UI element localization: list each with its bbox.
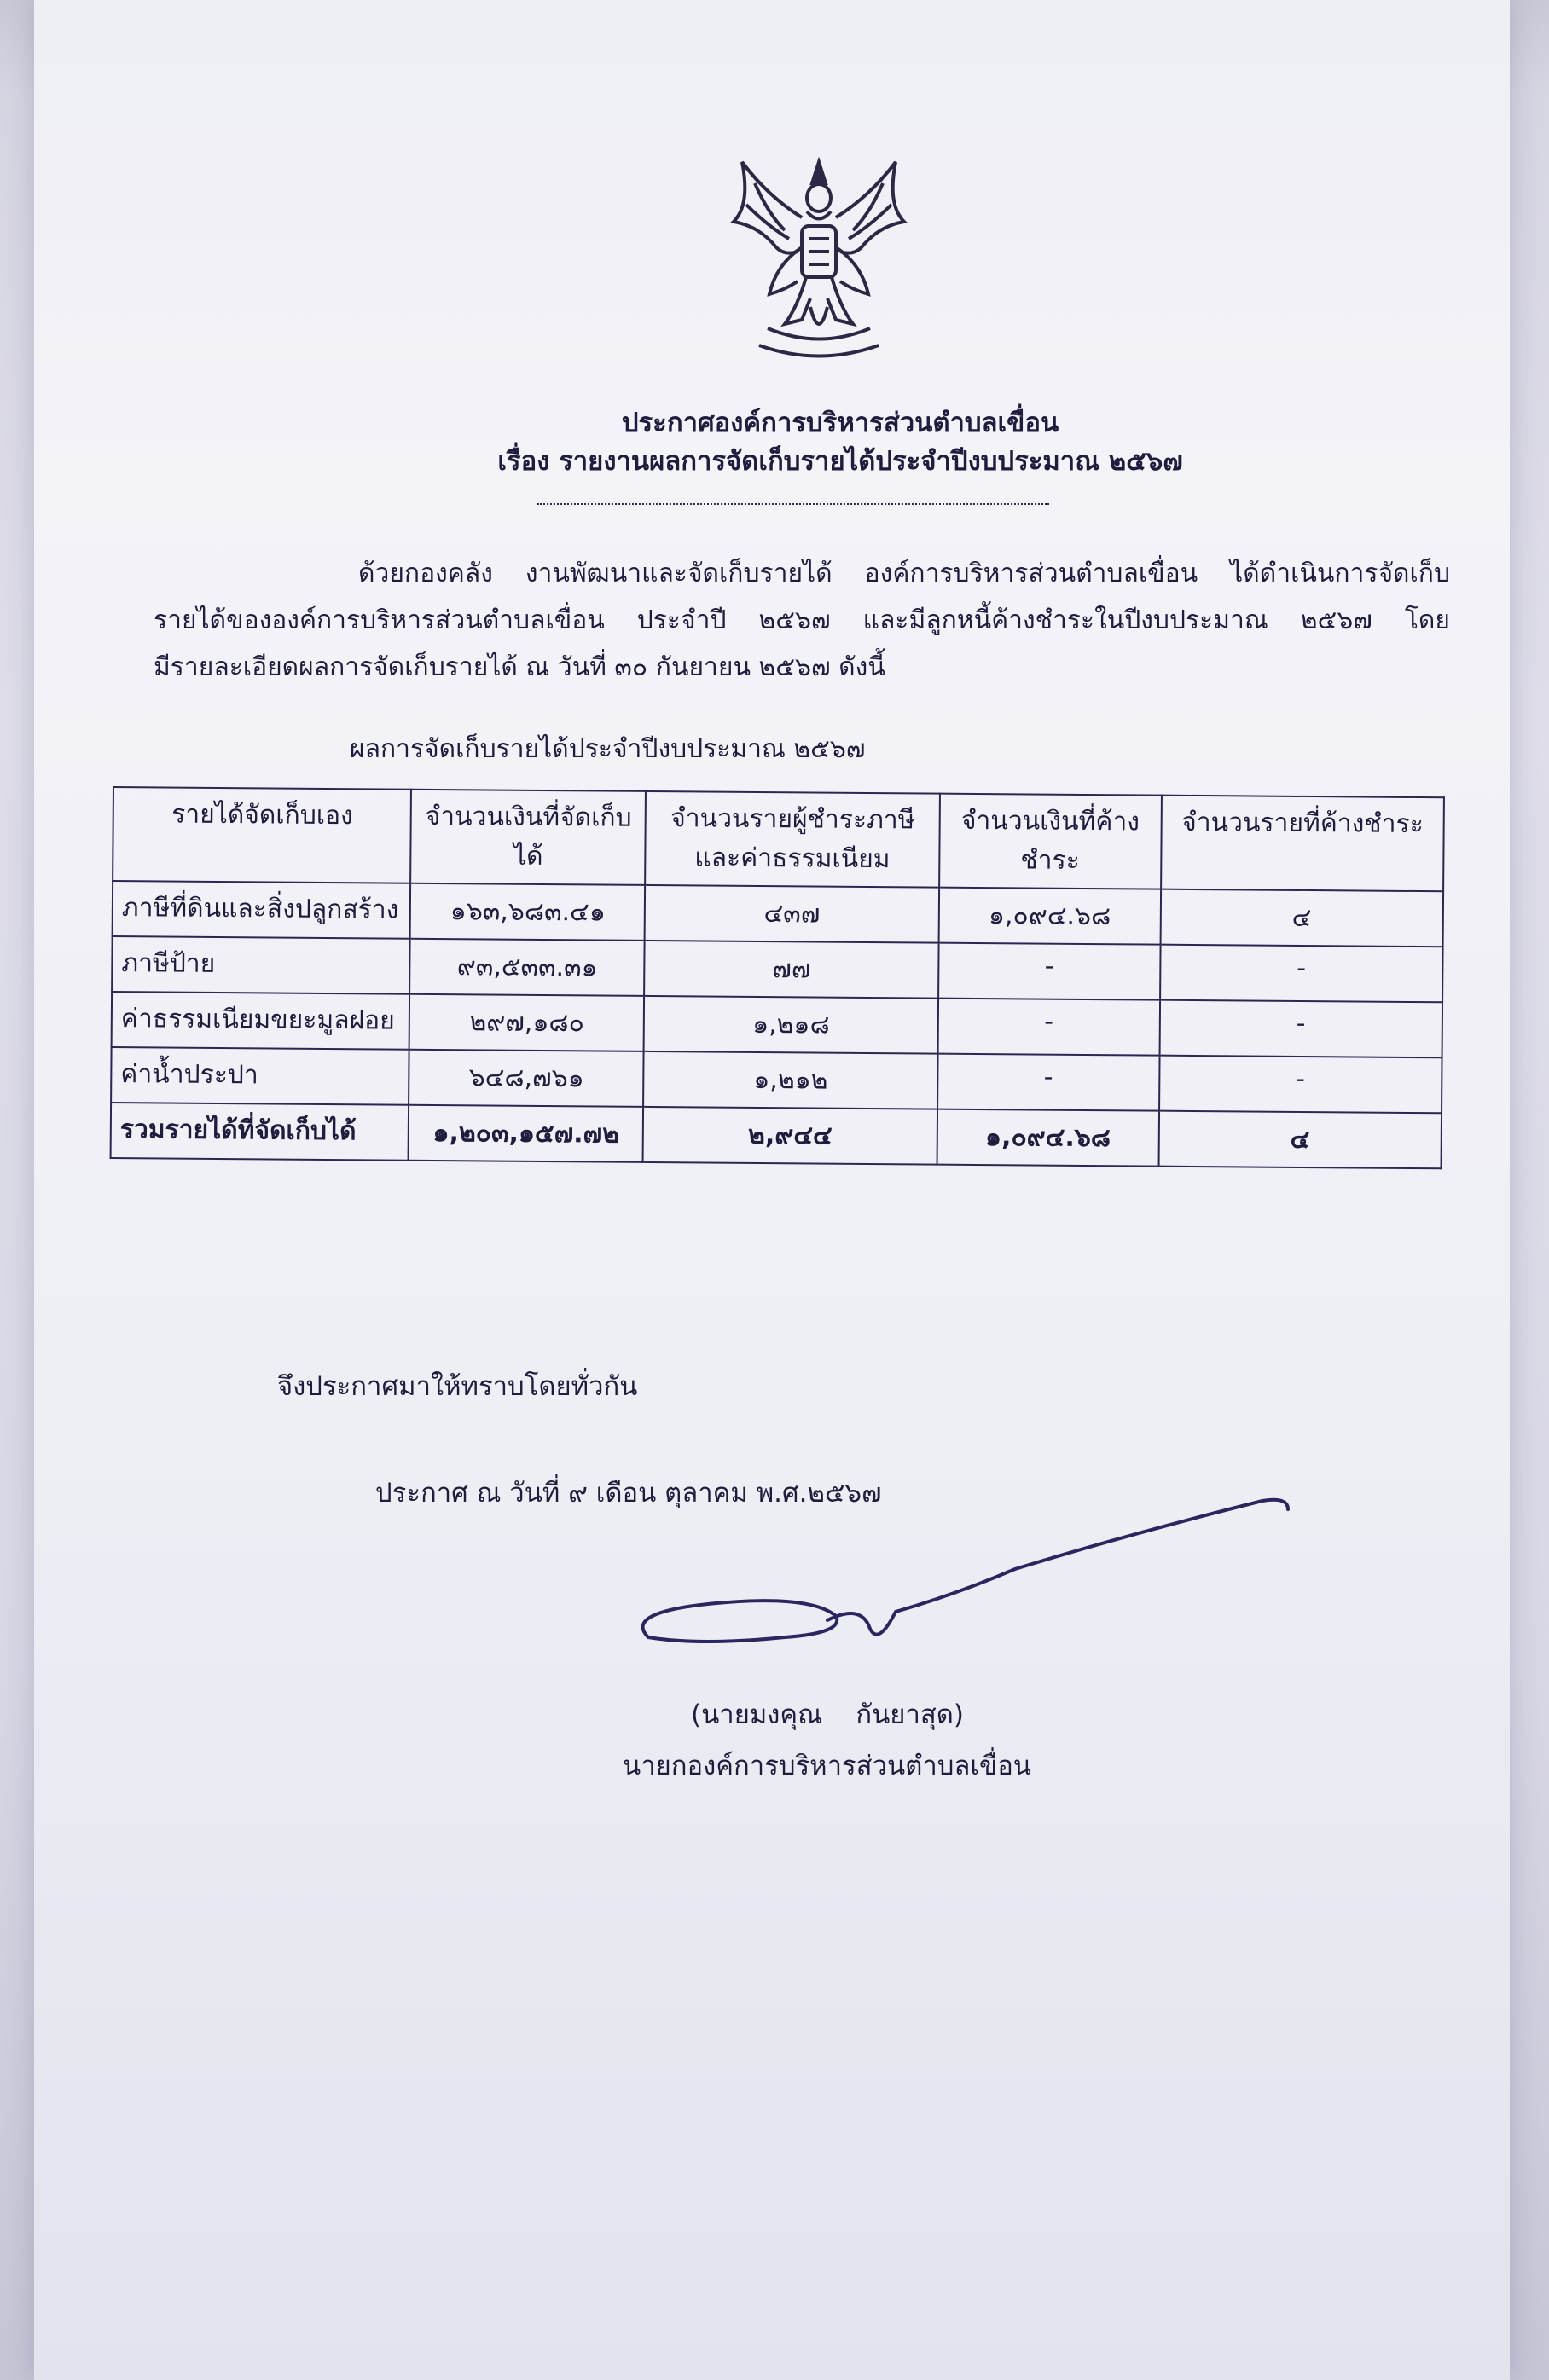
total-outstanding: ๑,๐๙๔.๖๘ xyxy=(937,1109,1158,1167)
row-item: ภาษีที่ดินและสิ่งปลูกสร้าง xyxy=(113,881,411,939)
header-payers: จำนวนรายผู้ชำระภาษีและค่าธรรมเนียม xyxy=(645,791,939,888)
table-row xyxy=(111,1047,1442,1113)
header-outstanding: จำนวนเงินที่ค้างชำระ xyxy=(939,794,1162,889)
row-item: ค่าธรรมเนียมขยะมูลฝอย xyxy=(112,992,410,1050)
closing-statement: จึงประกาศมาให้ทราบโดยทั่วกัน xyxy=(277,1371,638,1402)
row-collected: ๒๙๗,๑๘๐ xyxy=(409,994,644,1051)
row-collected: ๑๖๓,๖๘๓.๔๑ xyxy=(410,883,645,941)
body-line-2: รายได้ขององค์การบริหารส่วนตำบลเขื่อน ประจำปี ๒๕๖๗ และมีลูกหนี้ค้างชำระในปีงบประมาณ ๒๕๖๗ โดย xyxy=(154,605,1450,635)
body-line-1: ด้วยกองคลัง งานพัฒนาและจัดเก็บรายได้ องค์การบริหารส่วนตำบลเขื่อน ได้ดำเนินการจัดเก็บ xyxy=(358,559,1450,588)
title-separator xyxy=(537,503,1049,505)
row-item: ภาษีป้าย xyxy=(112,936,410,994)
row-outstanding: - xyxy=(937,1054,1159,1111)
header-item: รายได้จัดเก็บเอง xyxy=(113,787,411,883)
row-outstanding-count: - xyxy=(1159,1056,1442,1114)
total-payers: ๒,๙๔๔ xyxy=(643,1107,937,1165)
announcement-subject: เรื่อง รายงานผลการจัดเก็บรายได้ประจำปีงบประมาณ ๒๕๖๗ xyxy=(497,446,1183,477)
announcement-date: ประกาศ ณ วันที่ ๙ เดือน ตุลาคม พ.ศ.๒๕๖๗ xyxy=(375,1478,882,1508)
body-line-3: มีรายละเอียดผลการจัดเก็บรายได้ ณ วันที่ ๓๐ กันยายน ๒๕๖๗ ดังนี้ xyxy=(154,652,885,682)
row-outstanding-count: - xyxy=(1160,945,1443,1003)
row-payers: ๗๗ xyxy=(644,941,938,999)
row-payers: ๑,๒๑๘ xyxy=(644,996,938,1054)
row-payers: ๑,๒๑๒ xyxy=(643,1051,937,1109)
signer-position: นายกองค์การบริหารส่วนตำบลเขื่อน xyxy=(623,1751,1032,1781)
row-collected: ๖๔๘,๗๖๑ xyxy=(409,1050,644,1107)
table-row xyxy=(112,936,1442,1002)
row-payers: ๔๓๗ xyxy=(645,885,939,943)
table-header-row xyxy=(113,787,1444,891)
table-caption: ผลการจัดเก็บรายได้ประจำปีงบประมาณ ๒๕๖๗ xyxy=(350,734,866,764)
table-row xyxy=(112,992,1442,1057)
row-outstanding-count: ๔ xyxy=(1160,889,1443,947)
row-item: ค่าน้ำประปา xyxy=(111,1047,409,1105)
header-collected: จำนวนเงินที่จัดเก็บได้ xyxy=(411,790,647,885)
header-outstanding-count: จำนวนรายที่ค้างชำระ xyxy=(1161,796,1444,892)
signature-icon xyxy=(614,1484,1382,1671)
row-collected: ๙๓,๕๓๓.๓๑ xyxy=(410,939,645,996)
total-collected: ๑,๒๐๓,๑๕๗.๗๒ xyxy=(409,1105,643,1162)
row-outstanding: ๑,๐๙๔.๖๘ xyxy=(938,888,1160,945)
total-item: รวมรายได้ที่จัดเก็บได้ xyxy=(111,1103,409,1161)
document-page xyxy=(34,0,1510,2380)
row-outstanding: - xyxy=(938,943,1160,1000)
garuda-emblem-icon xyxy=(716,145,921,375)
table-total-row xyxy=(111,1103,1442,1168)
revenue-table xyxy=(110,786,1445,1169)
row-outstanding-count: - xyxy=(1159,1000,1442,1058)
announcement-title: ประกาศองค์การบริหารส่วนตำบลเขื่อน xyxy=(621,408,1059,438)
total-outstanding-count: ๔ xyxy=(1158,1111,1442,1169)
table-row xyxy=(113,881,1443,947)
row-outstanding: - xyxy=(937,999,1159,1056)
signer-name: (นายมงคุณ กันยาสุด) xyxy=(691,1700,965,1730)
